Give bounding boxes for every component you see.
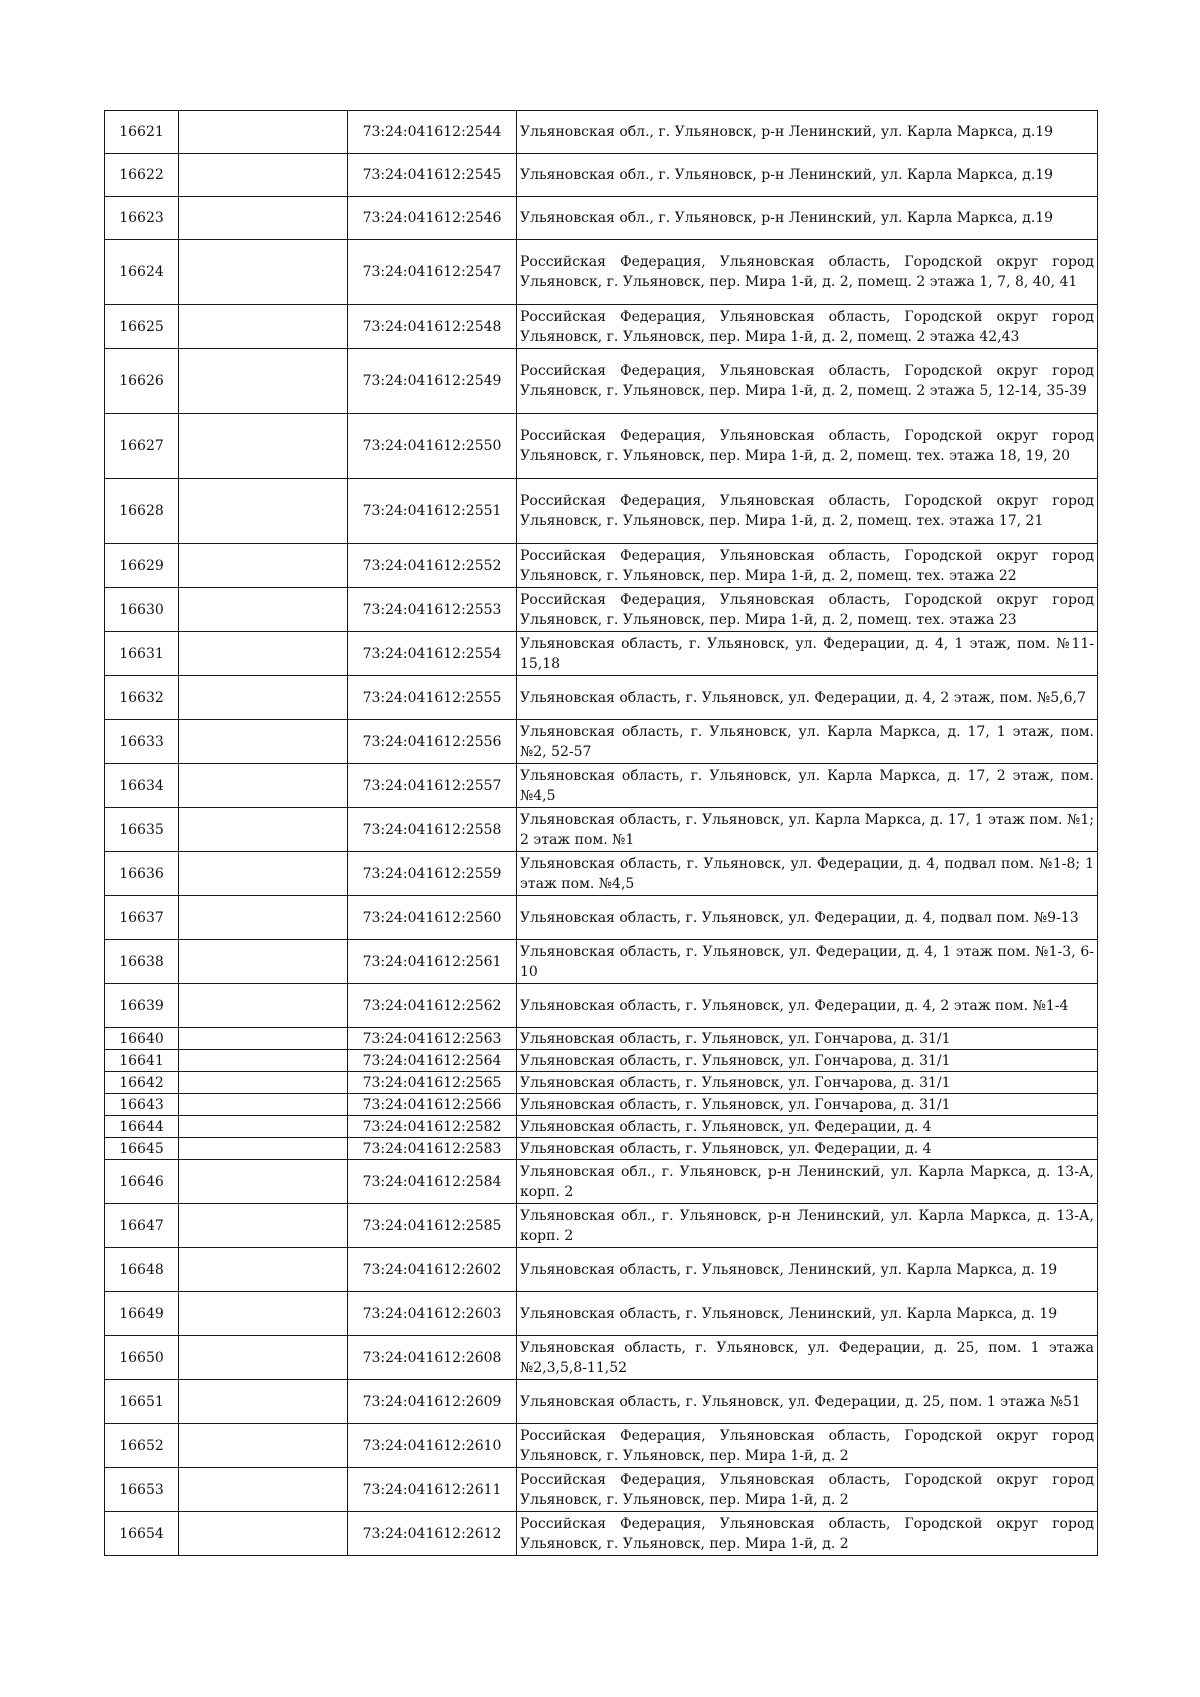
address: Ульяновская область, г. Ульяновск, ул. Карла Маркса, д. 17, 1 этаж пом. №1; 2 этаж пом. №1 <box>517 808 1098 852</box>
table-row <box>105 1094 1098 1116</box>
cadastral-number: 73:24:041612:2553 <box>348 588 517 632</box>
row-number: 16636 <box>105 852 179 896</box>
row-number: 16640 <box>105 1028 179 1050</box>
cadastral-number: 73:24:041612:2557 <box>348 764 517 808</box>
table-row <box>105 544 1098 588</box>
owner-cell <box>179 1468 348 1512</box>
owner-cell <box>179 154 348 197</box>
owner-cell <box>179 1292 348 1336</box>
table-row <box>105 1380 1098 1424</box>
address: Ульяновская область, г. Ульяновск, ул. Федерации, д. 4, подвал пом. №9-13 <box>517 896 1098 940</box>
cadastral-number: 73:24:041612:2561 <box>348 940 517 984</box>
cadastral-number: 73:24:041612:2566 <box>348 1094 517 1116</box>
table-row <box>105 852 1098 896</box>
cadastral-number: 73:24:041612:2556 <box>348 720 517 764</box>
table-row <box>105 1468 1098 1512</box>
owner-cell <box>179 764 348 808</box>
cadastral-number: 73:24:041612:2545 <box>348 154 517 197</box>
row-number: 16651 <box>105 1380 179 1424</box>
cadastral-number: 73:24:041612:2603 <box>348 1292 517 1336</box>
table-row <box>105 764 1098 808</box>
table-row <box>105 479 1098 544</box>
table-row <box>105 1072 1098 1094</box>
table-row <box>105 984 1098 1028</box>
owner-cell <box>179 1424 348 1468</box>
owner-cell <box>179 1138 348 1160</box>
owner-cell <box>179 1072 348 1094</box>
table-row <box>105 349 1098 414</box>
row-number: 16621 <box>105 111 179 154</box>
cadastral-number: 73:24:041612:2552 <box>348 544 517 588</box>
cadastral-number: 73:24:041612:2560 <box>348 896 517 940</box>
address: Российская Федерация, Ульяновская область, Городской округ город Ульяновск, г. Ульяновск, пер. Мира 1-й, д. 2, помещ. тех. этажа 22 <box>517 544 1098 588</box>
owner-cell <box>179 197 348 240</box>
address: Ульяновская область, г. Ульяновск, ул. Федерации, д. 25, пом. 1 этажа №51 <box>517 1380 1098 1424</box>
owner-cell <box>179 676 348 720</box>
address: Ульяновская область, г. Ульяновск, ул. Гончарова, д. 31/1 <box>517 1050 1098 1072</box>
row-number: 16641 <box>105 1050 179 1072</box>
owner-cell <box>179 1160 348 1204</box>
cadastral-number: 73:24:041612:2585 <box>348 1204 517 1248</box>
owner-cell <box>179 1204 348 1248</box>
cadastral-number: 73:24:041612:2564 <box>348 1050 517 1072</box>
table-row <box>105 111 1098 154</box>
row-number: 16627 <box>105 414 179 479</box>
row-number: 16639 <box>105 984 179 1028</box>
table-row <box>105 1028 1098 1050</box>
owner-cell <box>179 240 348 305</box>
owner-cell <box>179 1094 348 1116</box>
cadastral-number: 73:24:041612:2558 <box>348 808 517 852</box>
cadastral-number: 73:24:041612:2563 <box>348 1028 517 1050</box>
cadastral-number: 73:24:041612:2612 <box>348 1512 517 1556</box>
address: Российская Федерация, Ульяновская область, Городской округ город Ульяновск, г. Ульяновск, пер. Мира 1-й, д. 2 <box>517 1468 1098 1512</box>
address: Российская Федерация, Ульяновская область, Городской округ город Ульяновск, г. Ульяновск, пер. Мира 1-й, д. 2, помещ. 2 этажа 5, 12-14, 35-39 <box>517 349 1098 414</box>
row-number: 16634 <box>105 764 179 808</box>
address: Ульяновская область, г. Ульяновск, ул. Гончарова, д. 31/1 <box>517 1072 1098 1094</box>
table-row <box>105 1138 1098 1160</box>
owner-cell <box>179 852 348 896</box>
owner-cell <box>179 349 348 414</box>
table-row <box>105 1512 1098 1556</box>
owner-cell <box>179 1248 348 1292</box>
row-number: 16624 <box>105 240 179 305</box>
row-number: 16635 <box>105 808 179 852</box>
address: Российская Федерация, Ульяновская область, Городской округ город Ульяновск, г. Ульяновск, пер. Мира 1-й, д. 2, помещ. 2 этажа 1, 7, 8, 40, 41 <box>517 240 1098 305</box>
row-number: 16653 <box>105 1468 179 1512</box>
owner-cell <box>179 984 348 1028</box>
cadastral-number: 73:24:041612:2584 <box>348 1160 517 1204</box>
cadastral-number: 73:24:041612:2547 <box>348 240 517 305</box>
owner-cell <box>179 414 348 479</box>
owner-cell <box>179 305 348 349</box>
row-number: 16649 <box>105 1292 179 1336</box>
table-row <box>105 305 1098 349</box>
owner-cell <box>179 940 348 984</box>
owner-cell <box>179 544 348 588</box>
address: Ульяновская область, г. Ульяновск, ул. Федерации, д. 25, пом. 1 этажа №2,3,5,8-11,52 <box>517 1336 1098 1380</box>
address: Российская Федерация, Ульяновская область, Городской округ город Ульяновск, г. Ульяновск, пер. Мира 1-й, д. 2, помещ. тех. этажа 18, 19, 20 <box>517 414 1098 479</box>
cadastral-number: 73:24:041612:2559 <box>348 852 517 896</box>
row-number: 16631 <box>105 632 179 676</box>
owner-cell <box>179 896 348 940</box>
address: Ульяновская область, г. Ульяновск, ул. Гончарова, д. 31/1 <box>517 1094 1098 1116</box>
table-row <box>105 632 1098 676</box>
owner-cell <box>179 1336 348 1380</box>
address: Ульяновская область, г. Ульяновск, ул. Федерации, д. 4 <box>517 1138 1098 1160</box>
row-number: 16642 <box>105 1072 179 1094</box>
table-row <box>105 1424 1098 1468</box>
table-row <box>105 1160 1098 1204</box>
table-row <box>105 1050 1098 1072</box>
owner-cell <box>179 1028 348 1050</box>
address: Ульяновская область, г. Ульяновск, ул. Федерации, д. 4, 2 этаж, пом. №5,6,7 <box>517 676 1098 720</box>
address: Ульяновская обл., г. Ульяновск, р-н Ленинский, ул. Карла Маркса, д.19 <box>517 111 1098 154</box>
table-row <box>105 808 1098 852</box>
cadastral-number: 73:24:041612:2610 <box>348 1424 517 1468</box>
table-row <box>105 1204 1098 1248</box>
cadastral-number: 73:24:041612:2549 <box>348 349 517 414</box>
table-row <box>105 1116 1098 1138</box>
address: Ульяновская обл., г. Ульяновск, р-н Ленинский, ул. Карла Маркса, д. 13-А, корп. 2 <box>517 1204 1098 1248</box>
row-number: 16645 <box>105 1138 179 1160</box>
address: Российская Федерация, Ульяновская область, Городской округ город Ульяновск, г. Ульяновск, пер. Мира 1-й, д. 2, помещ. тех. этажа 17, 21 <box>517 479 1098 544</box>
row-number: 16633 <box>105 720 179 764</box>
table-row <box>105 1248 1098 1292</box>
row-number: 16643 <box>105 1094 179 1116</box>
owner-cell <box>179 479 348 544</box>
address: Ульяновская область, г. Ульяновск, ул. Карла Маркса, д. 17, 1 этаж, пом. №2, 52-57 <box>517 720 1098 764</box>
row-number: 16646 <box>105 1160 179 1204</box>
address: Ульяновская область, г. Ульяновск, Ленинский, ул. Карла Маркса, д. 19 <box>517 1292 1098 1336</box>
table-row <box>105 588 1098 632</box>
owner-cell <box>179 1116 348 1138</box>
table-row <box>105 1292 1098 1336</box>
cadastral-number: 73:24:041612:2546 <box>348 197 517 240</box>
table-row <box>105 154 1098 197</box>
address: Российская Федерация, Ульяновская область, Городской округ город Ульяновск, г. Ульяновск, пер. Мира 1-й, д. 2 <box>517 1512 1098 1556</box>
address: Российская Федерация, Ульяновская область, Городской округ город Ульяновск, г. Ульяновск, пер. Мира 1-й, д. 2, помещ. 2 этажа 42,43 <box>517 305 1098 349</box>
cadastral-number: 73:24:041612:2562 <box>348 984 517 1028</box>
table-row <box>105 676 1098 720</box>
row-number: 16622 <box>105 154 179 197</box>
table-row <box>105 940 1098 984</box>
cadastral-number: 73:24:041612:2550 <box>348 414 517 479</box>
address: Ульяновская обл., г. Ульяновск, р-н Ленинский, ул. Карла Маркса, д.19 <box>517 154 1098 197</box>
registry-table <box>104 110 1098 1556</box>
cadastral-number: 73:24:041612:2609 <box>348 1380 517 1424</box>
cadastral-number: 73:24:041612:2611 <box>348 1468 517 1512</box>
cadastral-number: 73:24:041612:2583 <box>348 1138 517 1160</box>
address: Ульяновская область, г. Ульяновск, ул. Федерации, д. 4 <box>517 1116 1098 1138</box>
row-number: 16623 <box>105 197 179 240</box>
cadastral-number: 73:24:041612:2565 <box>348 1072 517 1094</box>
row-number: 16625 <box>105 305 179 349</box>
address: Ульяновская область, г. Ульяновск, ул. Федерации, д. 4, 1 этаж, пом. №11-15,18 <box>517 632 1098 676</box>
row-number: 16654 <box>105 1512 179 1556</box>
row-number: 16628 <box>105 479 179 544</box>
table-row <box>105 1336 1098 1380</box>
row-number: 16650 <box>105 1336 179 1380</box>
cadastral-number: 73:24:041612:2555 <box>348 676 517 720</box>
row-number: 16637 <box>105 896 179 940</box>
owner-cell <box>179 720 348 764</box>
row-number: 16629 <box>105 544 179 588</box>
cadastral-number: 73:24:041612:2544 <box>348 111 517 154</box>
table-row <box>105 720 1098 764</box>
address: Ульяновская область, г. Ульяновск, ул. Федерации, д. 4, 1 этаж пом. №1-3, 6-10 <box>517 940 1098 984</box>
owner-cell <box>179 1380 348 1424</box>
registry-table-body <box>105 111 1098 1556</box>
cadastral-number: 73:24:041612:2602 <box>348 1248 517 1292</box>
address: Ульяновская область, г. Ульяновск, ул. Карла Маркса, д. 17, 2 этаж, пом. №4,5 <box>517 764 1098 808</box>
owner-cell <box>179 1512 348 1556</box>
row-number: 16652 <box>105 1424 179 1468</box>
owner-cell <box>179 588 348 632</box>
cadastral-number: 73:24:041612:2548 <box>348 305 517 349</box>
cadastral-number: 73:24:041612:2582 <box>348 1116 517 1138</box>
address: Ульяновская обл., г. Ульяновск, р-н Ленинский, ул. Карла Маркса, д.19 <box>517 197 1098 240</box>
address: Ульяновская область, г. Ульяновск, Ленинский, ул. Карла Маркса, д. 19 <box>517 1248 1098 1292</box>
row-number: 16647 <box>105 1204 179 1248</box>
table-row <box>105 896 1098 940</box>
address: Российская Федерация, Ульяновская область, Городской округ город Ульяновск, г. Ульяновск, пер. Мира 1-й, д. 2, помещ. тех. этажа 23 <box>517 588 1098 632</box>
address: Российская Федерация, Ульяновская область, Городской округ город Ульяновск, г. Ульяновск, пер. Мира 1-й, д. 2 <box>517 1424 1098 1468</box>
row-number: 16648 <box>105 1248 179 1292</box>
owner-cell <box>179 808 348 852</box>
address: Ульяновская обл., г. Ульяновск, р-н Ленинский, ул. Карла Маркса, д. 13-А, корп. 2 <box>517 1160 1098 1204</box>
table-row <box>105 240 1098 305</box>
owner-cell <box>179 111 348 154</box>
address: Ульяновская область, г. Ульяновск, ул. Федерации, д. 4, 2 этаж пом. №1-4 <box>517 984 1098 1028</box>
cadastral-number: 73:24:041612:2608 <box>348 1336 517 1380</box>
table-row <box>105 414 1098 479</box>
owner-cell <box>179 1050 348 1072</box>
owner-cell <box>179 632 348 676</box>
table-row <box>105 197 1098 240</box>
row-number: 16626 <box>105 349 179 414</box>
row-number: 16644 <box>105 1116 179 1138</box>
row-number: 16632 <box>105 676 179 720</box>
cadastral-number: 73:24:041612:2554 <box>348 632 517 676</box>
address: Ульяновская область, г. Ульяновск, ул. Гончарова, д. 31/1 <box>517 1028 1098 1050</box>
address: Ульяновская область, г. Ульяновск, ул. Федерации, д. 4, подвал пом. №1-8; 1 этаж пом. №4,5 <box>517 852 1098 896</box>
cadastral-number: 73:24:041612:2551 <box>348 479 517 544</box>
row-number: 16630 <box>105 588 179 632</box>
row-number: 16638 <box>105 940 179 984</box>
